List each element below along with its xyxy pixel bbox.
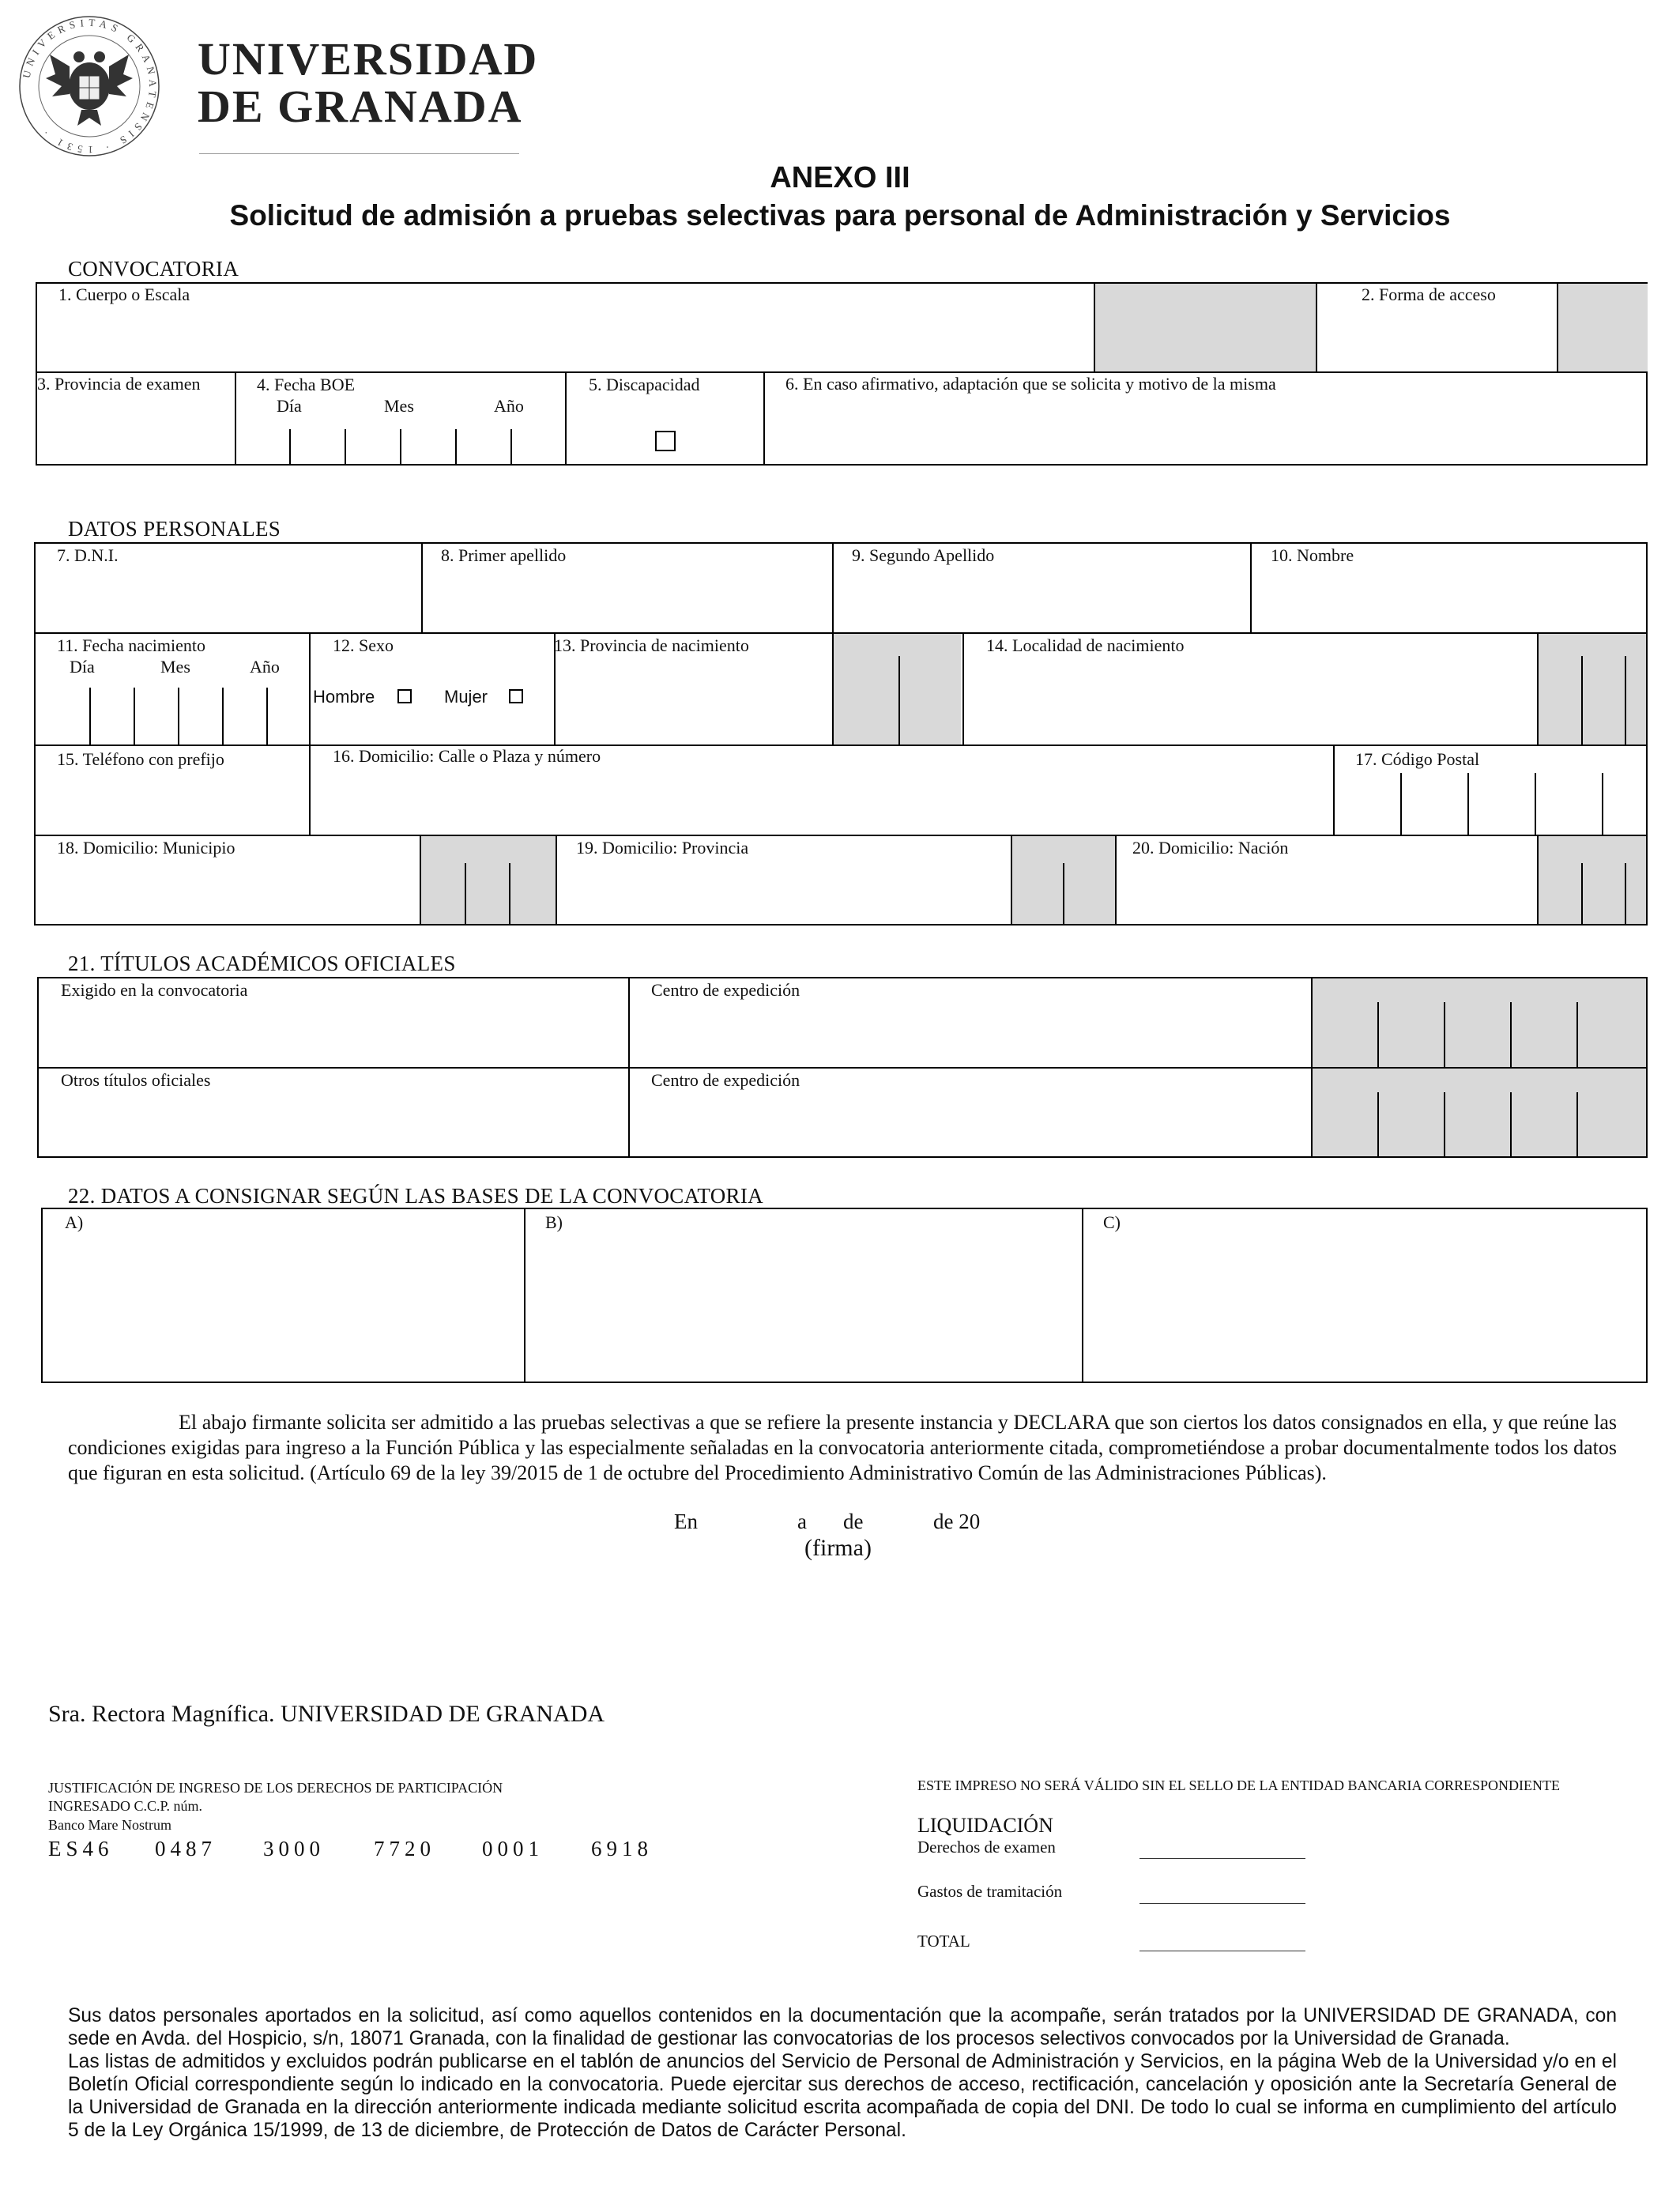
ingresado-ccp: INGRESADO C.C.P. núm. <box>48 1798 203 1814</box>
privacidad-text <box>68 2004 1617 2142</box>
justificacion-ingreso: JUSTIFICACIÓN DE INGRESO DE LOS DERECHOS DE PARTICIPACIÓN <box>48 1780 503 1796</box>
privacidad-parrafo-1: Sus datos personales aportados en la solicitud, así como aquellos contenidos en la documentación que la acompañe, serán tratados por la UNIVERSIDAD DE GRANADA, con sede en Avda. del Hospicio, s/n, 18071 Granada, con la finalidad de gestionar las convocatorias de los procesos selectivos convocados por la Universidad de Granada. <box>68 2005 1617 2049</box>
university-name-line1: UNIVERSIDAD <box>198 33 539 85</box>
field-adaptacion: 6. En caso afirmativo, adaptación que se solicita y motivo de la misma <box>785 374 1276 394</box>
field-discapacidad: 5. Discapacidad <box>589 375 700 394</box>
field-domicilio-provincia: 19. Domicilio: Provincia <box>576 838 749 858</box>
label-a: a <box>797 1510 807 1533</box>
destinatario: Sra. Rectora Magnífica. UNIVERSIDAD DE GRANADA <box>48 1701 605 1727</box>
field-provincia-nacimiento: 13. Provincia de nacimiento <box>554 635 749 655</box>
section-convocatoria-title: CONVOCATORIA <box>68 257 239 281</box>
derechos-amount-line[interactable] <box>1139 1858 1305 1859</box>
field-telefono: 15. Teléfono con prefijo <box>57 749 224 769</box>
university-name-line2: DE GRANADA <box>198 81 523 132</box>
field-forma-acceso: 2. Forma de acceso <box>1362 285 1496 304</box>
label-total: TOTAL <box>917 1932 970 1951</box>
label-anio: Año <box>494 396 524 416</box>
label-dia: Día <box>70 657 95 677</box>
field-codigo-postal: 17. Código Postal <box>1355 749 1480 769</box>
section-bases-title: 22. DATOS A CONSIGNAR SEGÚN LAS BASES DE LA CONVOCATORIA <box>68 1184 763 1208</box>
label-firma: (firma) <box>804 1535 872 1561</box>
field-cuerpo-escala: 1. Cuerpo o Escala <box>58 285 190 304</box>
grey-code-cell <box>1313 978 1646 1067</box>
seal-text: UNIVERSITAS GRANATENSIS · 1531 · <box>20 16 160 156</box>
label-en: En <box>674 1510 698 1533</box>
iban-group: 0487 <box>155 1837 217 1860</box>
label-de-20: de 20 <box>933 1510 981 1533</box>
label-mes: Mes <box>160 657 190 677</box>
university-seal-icon <box>14 11 164 161</box>
field-fecha-nacimiento: 11. Fecha nacimiento <box>57 635 205 655</box>
declaracion-text: El abajo firmante solicita ser admitido a las pruebas selectivas a que se refiere la presente instancia y DECLARA que son ciertos los datos consignados en ella, y que reúne las condiciones exigidas para ingreso a la Función Pública y las especialmente señaladas en la convocatoria anteriormente citada, comprometiéndose a probar documentalmente todos los datos que figuran en esta solicitud. (Artículo 69 de la ley 39/2015 de 1 de octubre del Procedimiento Administrativo Común de las Administraciones Públicas). <box>68 1411 1617 1484</box>
label-mujer: Mujer <box>444 687 488 707</box>
field-primer-apellido: 8. Primer apellido <box>441 545 567 565</box>
privacidad-parrafo-2: Las listas de admitidos y excluidos podrán publicarse en el tablón de anuncios del Servicio de Personal de Administración y Servicios, en la página Web de la Universidad y/o en el Boletín Oficial correspondiente según lo indicado en la convocatoria. Puede ejercitar sus derechos de acceso, rectificación, cancelación y oposición ante la Secretaría General de la Universidad de Granada en la dirección anteriormente indicada mediante solicitud escrita acompañada de copia del DNI. De todo lo cual se informa en cumplimiento del artículo 5 de la Ley Orgánica 15/1999, de 13 de diciembre, de Protección de Datos de Carácter Personal. <box>68 2051 1617 2141</box>
grey-code-cell <box>834 634 961 745</box>
section-titulos-title: 21. TÍTULOS ACADÉMICOS OFICIALES <box>68 952 456 975</box>
grey-code-cell <box>1539 836 1646 924</box>
grey-code-cell <box>1095 284 1317 371</box>
form-subtitle: Solicitud de admisión a pruebas selectivas para personal de Administración y Servicios <box>229 199 1451 232</box>
field-localidad-nacimiento: 14. Localidad de nacimiento <box>986 635 1185 655</box>
personales-box <box>34 542 1648 925</box>
iban-group: 0001 <box>482 1837 544 1860</box>
mujer-checkbox[interactable] <box>509 689 523 703</box>
field-centro-expedicion-2: Centro de expedición <box>651 1070 800 1090</box>
label-hombre: Hombre <box>313 687 375 707</box>
label-derechos-examen: Derechos de examen <box>917 1838 1056 1857</box>
logo-underline <box>199 153 519 154</box>
field-municipio: 18. Domicilio: Municipio <box>57 838 235 858</box>
label-dia: Día <box>277 396 302 416</box>
banco-nombre: Banco Mare Nostrum <box>48 1817 171 1833</box>
titulos-box <box>37 977 1648 1158</box>
field-fecha-boe: 4. Fecha BOE <box>257 375 356 394</box>
field-base-c: C) <box>1103 1212 1121 1232</box>
field-domicilio: 16. Domicilio: Calle o Plaza y número <box>333 746 601 766</box>
grey-code-cell <box>1558 284 1648 371</box>
label-mes: Mes <box>384 396 414 416</box>
annex-title: ANEXO III <box>770 161 910 194</box>
bases-box <box>41 1208 1648 1383</box>
label-gastos-tramitacion: Gastos de tramitación <box>917 1882 1063 1901</box>
field-base-b: B) <box>545 1212 563 1232</box>
iban-group: 6918 <box>591 1837 653 1860</box>
hombre-checkbox[interactable] <box>397 689 412 703</box>
aviso-sello-bancario: ESTE IMPRESO NO SERÁ VÁLIDO SIN EL SELLO DE LA ENTIDAD BANCARIA CORRESPONDIENTE <box>917 1777 1561 1793</box>
iban-group: 7720 <box>374 1837 435 1860</box>
field-titulo-exigido: Exigido en la convocatoria <box>61 980 248 1000</box>
grey-code-cell <box>421 836 556 924</box>
field-sexo: 12. Sexo <box>333 635 394 655</box>
discapacidad-checkbox[interactable] <box>655 431 676 451</box>
section-personales-title: DATOS PERSONALES <box>68 517 281 541</box>
label-de: de <box>843 1510 864 1533</box>
field-nombre: 10. Nombre <box>1271 545 1354 565</box>
field-nacion: 20. Domicilio: Nación <box>1132 838 1289 858</box>
field-segundo-apellido: 9. Segundo Apellido <box>852 545 995 565</box>
liquidacion-title: LIQUIDACIÓN <box>917 1814 1053 1837</box>
grey-code-cell <box>1539 634 1646 745</box>
iban-group: 3000 <box>263 1837 325 1860</box>
gastos-amount-line[interactable] <box>1139 1903 1305 1904</box>
field-base-a: A) <box>65 1212 84 1232</box>
field-dni: 7. D.N.I. <box>57 545 119 565</box>
grey-code-cell <box>1313 1069 1646 1156</box>
iban-group: ES46 <box>48 1837 114 1860</box>
field-otros-titulos: Otros títulos oficiales <box>61 1070 211 1090</box>
label-anio: Año <box>250 657 280 677</box>
field-centro-expedicion-1: Centro de expedición <box>651 980 800 1000</box>
field-provincia-examen: 3. Provincia de examen <box>37 374 201 394</box>
